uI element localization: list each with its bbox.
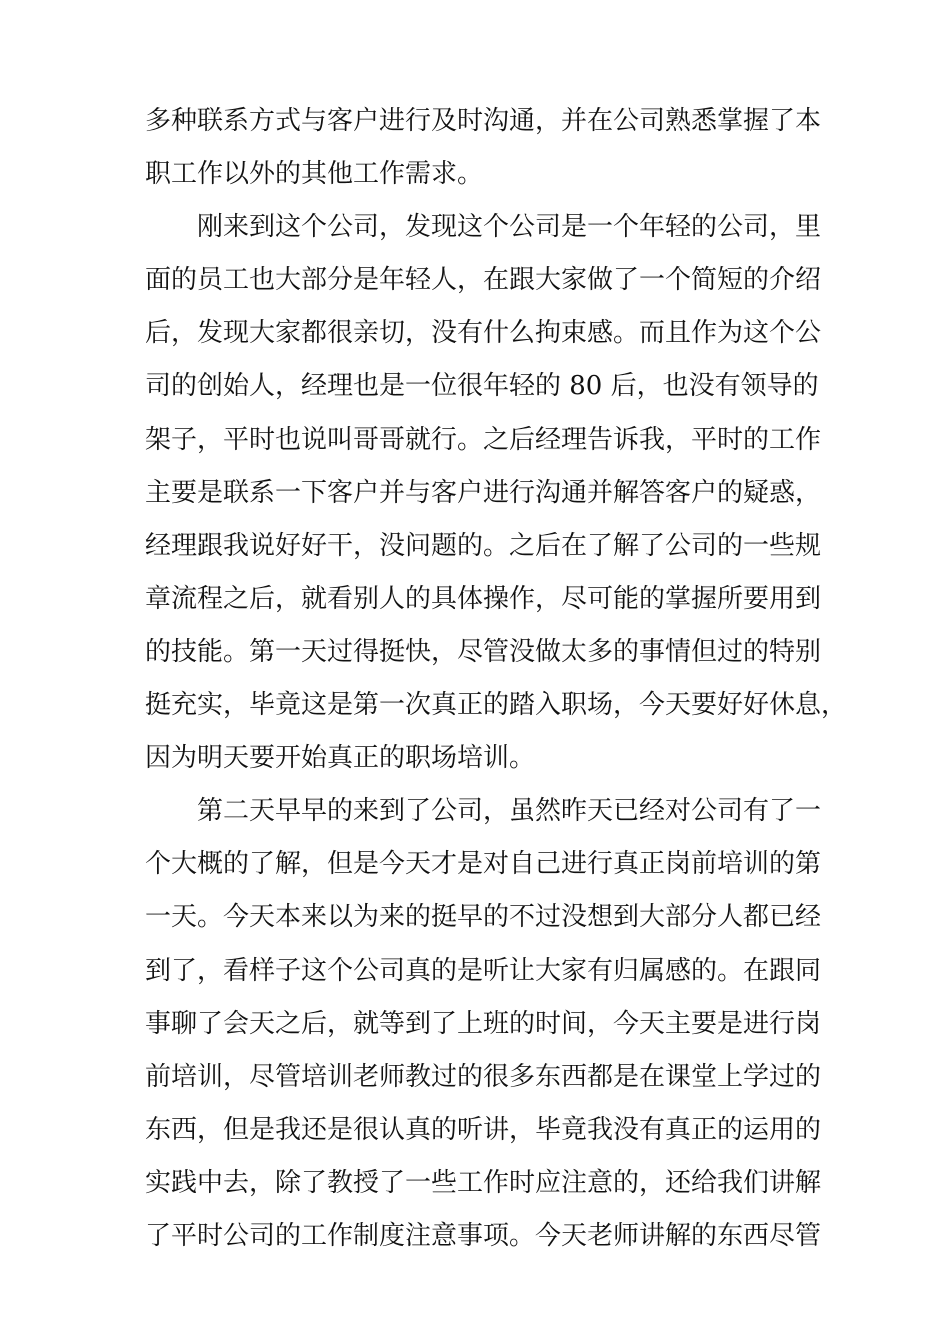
text-line: 多种联系方式与客户进行及时沟通，并在公司熟悉掌握了本	[145, 106, 822, 136]
text-line: 刚来到这个公司，发现这个公司是一个年轻的公司，里	[197, 212, 822, 243]
text-line: 章流程之后，就看别人的具体操作，尽可能的掌握所要用到	[145, 583, 822, 614]
text-line: 后，发现大家都很亲切，没有什么拘束感。而且作为这个公	[145, 318, 822, 349]
text-line: 面的员工也大部分是年轻人，在跟大家做了一个简短的介绍	[145, 265, 822, 296]
text-line: 挺充实，毕竟这是第一次真正的踏入职场，今天要好好休息，	[145, 690, 848, 721]
text-line: 实践中去，除了教授了一些工作时应注意的，还给我们讲解	[145, 1167, 822, 1198]
text-line: 司的创始人，经理也是一位很年轻的 80 后，也没有领导的	[145, 371, 819, 402]
text-line: 职工作以外的其他工作需求。	[145, 159, 484, 190]
text-line: 东西，但是我还是很认真的听讲，毕竟我没有真正的运用的	[145, 1114, 822, 1145]
text-line: 的技能。第一天过得挺快，尽管没做太多的事情但过的特别	[145, 636, 822, 667]
text-line: 了平时公司的工作制度注意事项。今天老师讲解的东西尽管	[145, 1220, 822, 1251]
text-line: 因为明天要开始真正的职场培训。	[145, 743, 536, 774]
text-line: 经理跟我说好好干，没问题的。之后在了解了公司的一些规	[145, 530, 822, 561]
text-line: 事聊了会天之后，就等到了上班的时间，今天主要是进行岗	[145, 1008, 822, 1039]
text-line: 到了，看样子这个公司真的是听让大家有归属感的。在跟同	[145, 955, 822, 986]
text-line: 架子，平时也说叫哥哥就行。之后经理告诉我，平时的工作	[145, 424, 822, 455]
text-line: 第二天早早的来到了公司，虽然昨天已经对公司有了一	[197, 796, 822, 827]
text-line: 主要是联系一下客户并与客户进行沟通并解答客户的疑惑，	[145, 477, 822, 508]
text-line: 个大概的了解，但是今天才是对自己进行真正岗前培训的第	[145, 849, 822, 880]
text-line: 前培训，尽管培训老师教过的很多东西都是在课堂上学过的	[145, 1061, 822, 1092]
text-line: 一天。今天本来以为来的挺早的不过没想到大部分人都已经	[145, 902, 822, 933]
body-text	[145, 95, 848, 1263]
